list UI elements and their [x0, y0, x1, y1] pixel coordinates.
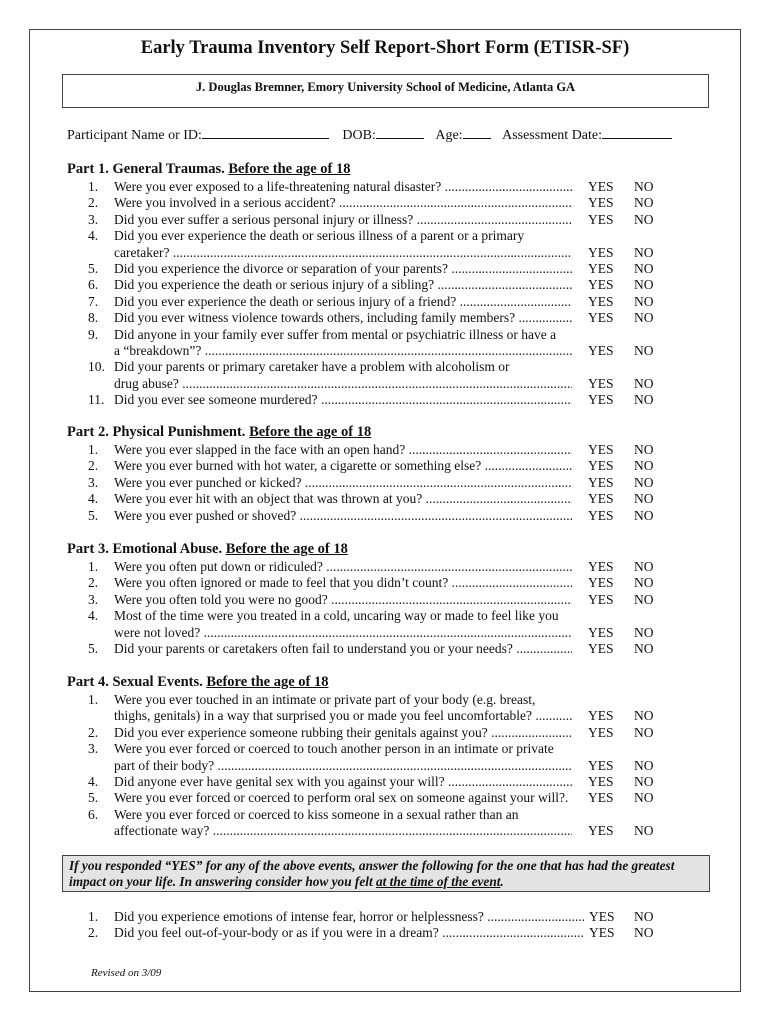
dob-field[interactable] — [342, 126, 423, 144]
no-option[interactable]: NO — [634, 392, 654, 408]
section-heading — [67, 674, 329, 691]
instruction-note — [62, 855, 710, 892]
no-option[interactable]: NO — [634, 823, 654, 839]
no-option[interactable]: NO — [634, 458, 654, 474]
no-option[interactable]: NO — [634, 261, 654, 276]
question-item — [88, 692, 572, 725]
question-row — [88, 310, 572, 326]
question-number: 1. — [88, 442, 99, 457]
question-text: Did anyone in your family ever suffer from mental or psychiatric illness or have a — [114, 326, 557, 342]
section-qualifier: Before the age of 18 — [249, 424, 372, 440]
question-item — [88, 261, 572, 277]
question-text: Were you ever hit with an object that was thrown at you? ..... — [114, 491, 572, 507]
question-number: 2. — [88, 925, 99, 941]
yes-option[interactable]: YES — [588, 591, 614, 607]
question-row — [88, 179, 572, 195]
question-number: 3. — [88, 474, 99, 490]
no-option[interactable]: NO — [634, 310, 654, 326]
question-number: 1. — [88, 909, 99, 924]
yes-option[interactable]: YES — [588, 293, 614, 309]
section-title: Part 1. General Traumas. — [67, 161, 229, 177]
no-option[interactable]: NO — [634, 925, 654, 941]
author-line: J. Douglas Bremner, Emory University School of Medicine, Atlanta GA — [195, 80, 576, 94]
question-item — [88, 559, 572, 575]
question-text: Were you ever slapped in the face with an open hand? ..... — [114, 442, 572, 458]
question-text: Did you ever experience the death or serious illness of a parent or a primary — [114, 228, 525, 244]
section-title: Part 2. Physical Punishment. — [67, 424, 250, 440]
age-field[interactable] — [435, 126, 490, 144]
question-row — [88, 294, 572, 310]
question-number: 5. — [88, 261, 99, 276]
question-row — [88, 458, 572, 474]
question-text: Did you feel out-of-your-body or as if you were in a dream? ..... — [114, 925, 584, 941]
question-number: 5. — [88, 641, 99, 656]
question-number: 4. — [88, 774, 99, 789]
yes-option[interactable]: YES — [588, 375, 614, 391]
question-item — [88, 392, 572, 408]
no-option[interactable]: NO — [634, 708, 654, 724]
question-number: 10. — [88, 359, 105, 375]
question-number: 9. — [88, 326, 99, 342]
question-row — [88, 725, 572, 741]
question-number: 6. — [88, 806, 99, 822]
question-item — [88, 741, 572, 774]
no-option[interactable]: NO — [634, 790, 654, 806]
question-item — [88, 294, 572, 310]
section-qualifier: Before the age of 18 — [206, 674, 329, 690]
yes-option[interactable]: YES — [588, 790, 614, 806]
yes-option[interactable]: YES — [588, 507, 614, 523]
assessment-date-field[interactable] — [502, 126, 672, 144]
question-number: 8. — [88, 310, 99, 326]
question-row — [88, 774, 572, 790]
no-option[interactable]: NO — [634, 195, 654, 211]
question-text: Were you ever touched in an intimate or private part of your body (e.g. breast, — [114, 692, 536, 707]
question-item — [88, 807, 572, 840]
note-text: If you responded “YES” for any of the above events, answer the following for the one that has had the greatest impact on your life. In answering consider how you felt — [69, 858, 675, 889]
section-title: Part 3. Emotional Abuse. — [67, 541, 226, 557]
yes-option[interactable]: YES — [588, 195, 614, 211]
question-row — [88, 641, 572, 657]
no-option[interactable]: NO — [634, 277, 654, 293]
section-qualifier: Before the age of 18 — [228, 161, 351, 177]
no-option[interactable]: NO — [634, 591, 654, 607]
question-number: 1. — [88, 559, 99, 574]
yes-option[interactable]: YES — [588, 774, 614, 789]
question-row — [88, 790, 572, 806]
question-number: 3. — [88, 591, 99, 607]
question-number: 2. — [88, 195, 99, 211]
no-option[interactable]: NO — [634, 442, 654, 457]
yes-option[interactable]: YES — [588, 277, 614, 293]
question-row — [88, 807, 572, 823]
question-item — [88, 195, 572, 211]
question-text: Did you ever suffer a serious personal injury or illness? ..... — [114, 212, 572, 228]
question-text: Were you often ignored or made to feel that you didn’t count? ..... — [114, 575, 572, 591]
author-box — [62, 74, 709, 108]
question-text-continued: affectionate way? ..... — [88, 823, 572, 839]
no-option[interactable]: NO — [634, 774, 654, 789]
dob-label: DOB: — [342, 128, 376, 143]
question-item — [88, 508, 572, 524]
question-number: 2. — [88, 724, 99, 740]
yes-option[interactable]: YES — [588, 211, 614, 227]
question-row — [88, 195, 572, 211]
question-text-continued: drug abuse? ..... — [88, 376, 572, 392]
question-text: Did you ever see someone murdered? ..... — [114, 392, 572, 408]
no-option[interactable]: NO — [634, 575, 654, 591]
participant-name-label: Participant Name or ID: — [67, 128, 202, 143]
question-text: Were you ever pushed or shoved? ..... — [114, 508, 572, 524]
question-row — [88, 212, 572, 228]
section-heading — [67, 541, 348, 558]
note-end: . — [500, 874, 504, 889]
question-item — [88, 475, 572, 491]
question-row — [88, 475, 572, 491]
question-item — [88, 310, 572, 326]
question-item — [88, 641, 572, 657]
question-row — [88, 575, 572, 591]
question-number: 11. — [88, 392, 105, 408]
question-text: Did you experience the divorce or separation of your parents? ..... — [114, 261, 572, 277]
question-text: Most of the time were you treated in a cold, uncaring way or made to feel like you — [114, 608, 559, 624]
question-item — [88, 359, 572, 392]
question-row — [88, 925, 584, 941]
yes-option[interactable]: YES — [588, 392, 614, 408]
yes-option[interactable]: YES — [588, 559, 614, 574]
question-number: 6. — [88, 277, 99, 293]
participant-info-row — [67, 126, 672, 144]
no-option[interactable]: NO — [634, 507, 654, 523]
question-text: Were you ever exposed to a life-threatening natural disaster? ..... — [114, 179, 572, 195]
question-number: 2. — [88, 458, 99, 474]
question-row — [88, 327, 572, 343]
question-number: 7. — [88, 293, 99, 309]
no-option[interactable]: NO — [634, 909, 654, 924]
question-number: 4. — [88, 491, 99, 507]
no-option[interactable]: NO — [634, 559, 654, 574]
question-row — [88, 608, 572, 624]
question-item — [88, 774, 572, 790]
form-title: Early Trauma Inventory Self Report-Short Form (ETISR-SF) — [140, 38, 630, 58]
question-text: Were you ever burned with hot water, a cigarette or something else? ..... — [114, 458, 572, 474]
question-item — [88, 491, 572, 507]
note-underlined-text: at the time of the event — [375, 874, 501, 889]
question-text: Were you ever punched or kicked? ..... — [114, 475, 572, 491]
no-option[interactable]: NO — [634, 244, 654, 260]
no-option[interactable]: NO — [634, 641, 654, 656]
question-text: Were you often put down or ridiculed? ..... — [114, 559, 572, 575]
question-item — [88, 327, 572, 360]
revised-date: Revised on 3/09 — [91, 967, 162, 979]
no-option[interactable]: NO — [634, 724, 654, 740]
question-number: 5. — [88, 507, 99, 523]
no-option[interactable]: NO — [634, 491, 654, 507]
question-row — [88, 559, 572, 575]
question-text: Did your parents or primary caretaker have a problem with alcoholism or — [114, 359, 510, 375]
yes-option[interactable]: YES — [588, 757, 614, 773]
question-text: Did you ever witness violence towards others, including family members? ..... — [114, 310, 572, 326]
question-row — [88, 359, 572, 375]
no-option[interactable]: NO — [634, 293, 654, 309]
yes-option[interactable]: YES — [588, 708, 614, 724]
yes-option[interactable]: YES — [588, 724, 614, 740]
question-row — [88, 228, 572, 244]
question-row — [88, 592, 572, 608]
assessment-date-label: Assessment Date: — [502, 128, 603, 143]
question-text: Were you involved in a serious accident? ..... — [114, 195, 572, 211]
followup-item — [88, 909, 584, 925]
question-text: Did you ever experience the death or serious injury of a friend? ..... — [114, 294, 572, 310]
yes-option[interactable]: YES — [588, 343, 614, 358]
section-title: Part 4. Sexual Events. — [67, 674, 207, 690]
no-option[interactable]: NO — [634, 757, 654, 773]
question-text: Did you experience the death or serious injury of a sibling? ..... — [114, 277, 572, 293]
question-number: 1. — [88, 179, 99, 194]
yes-option[interactable]: YES — [588, 179, 614, 194]
question-item — [88, 179, 572, 195]
question-item — [88, 212, 572, 228]
yes-option[interactable]: YES — [589, 925, 615, 941]
no-option[interactable]: NO — [634, 343, 654, 358]
no-option[interactable]: NO — [634, 211, 654, 227]
question-row — [88, 741, 572, 757]
question-number: 1. — [88, 692, 99, 707]
question-text: Did your parents or caretakers often fail to understand you or your needs? ..... — [114, 641, 572, 657]
question-text-continued: caretaker? ..... — [88, 245, 572, 261]
question-item — [88, 458, 572, 474]
yes-option[interactable]: YES — [588, 442, 614, 457]
question-item — [88, 228, 572, 261]
question-row — [88, 692, 572, 708]
question-item — [88, 575, 572, 591]
question-text: Did you ever experience someone rubbing their genitals against you? ..... — [114, 725, 572, 741]
yes-option[interactable]: YES — [588, 261, 614, 276]
no-option[interactable]: NO — [634, 375, 654, 391]
question-item — [88, 608, 572, 641]
section-heading — [67, 424, 371, 441]
question-item — [88, 277, 572, 293]
question-row — [88, 392, 572, 408]
question-text-continued: thighs, genitals) in a way that surprised you or made you feel uncomfortable? ..... — [88, 708, 572, 724]
question-row — [88, 508, 572, 524]
question-number: 5. — [88, 790, 99, 806]
yes-option[interactable]: YES — [588, 641, 614, 656]
yes-option[interactable]: YES — [588, 823, 614, 839]
question-row — [88, 277, 572, 293]
question-text: Were you ever forced or coerced to touch another person in an intimate or private — [114, 741, 554, 757]
age-label: Age: — [435, 128, 463, 143]
question-number: 4. — [88, 608, 99, 624]
yes-option[interactable]: YES — [588, 491, 614, 507]
question-text-continued: part of their body? ..... — [88, 758, 572, 774]
section-heading — [67, 161, 351, 178]
question-row — [88, 909, 584, 925]
question-text: Were you ever forced or coerced to perform oral sex on someone against your will?. ..... — [114, 790, 572, 806]
section-qualifier: Before the age of 18 — [225, 541, 348, 557]
question-row — [88, 261, 572, 277]
question-item — [88, 725, 572, 741]
question-row — [88, 442, 572, 458]
yes-option[interactable]: YES — [588, 244, 614, 260]
followup-item — [88, 925, 584, 941]
no-option[interactable]: NO — [634, 624, 654, 640]
yes-option[interactable]: YES — [588, 310, 614, 326]
question-item — [88, 442, 572, 458]
question-number: 3. — [88, 741, 99, 757]
yes-option[interactable]: YES — [588, 474, 614, 490]
yes-option[interactable]: YES — [588, 624, 614, 640]
question-row — [88, 491, 572, 507]
question-text: Were you often told you were no good? ..... — [114, 592, 572, 608]
question-text: Were you ever forced or coerced to kiss someone in a sexual rather than an — [114, 806, 519, 822]
question-number: 2. — [88, 575, 99, 591]
participant-name-field[interactable] — [67, 126, 329, 144]
question-text: Did anyone ever have genital sex with you against your will? ..... — [114, 774, 572, 790]
question-item — [88, 790, 572, 806]
yes-option[interactable]: YES — [588, 458, 614, 474]
question-text-continued: were not loved? ..... — [88, 625, 572, 641]
no-option[interactable]: NO — [634, 179, 654, 194]
yes-option[interactable]: YES — [588, 575, 614, 591]
question-text-continued: a “breakdown”? ..... — [88, 343, 572, 359]
question-text: Did you experience emotions of intense fear, horror or helplessness? ..... — [114, 909, 584, 925]
question-number: 4. — [88, 228, 99, 244]
question-item — [88, 592, 572, 608]
yes-option[interactable]: YES — [589, 909, 615, 924]
question-number: 3. — [88, 211, 99, 227]
no-option[interactable]: NO — [634, 474, 654, 490]
